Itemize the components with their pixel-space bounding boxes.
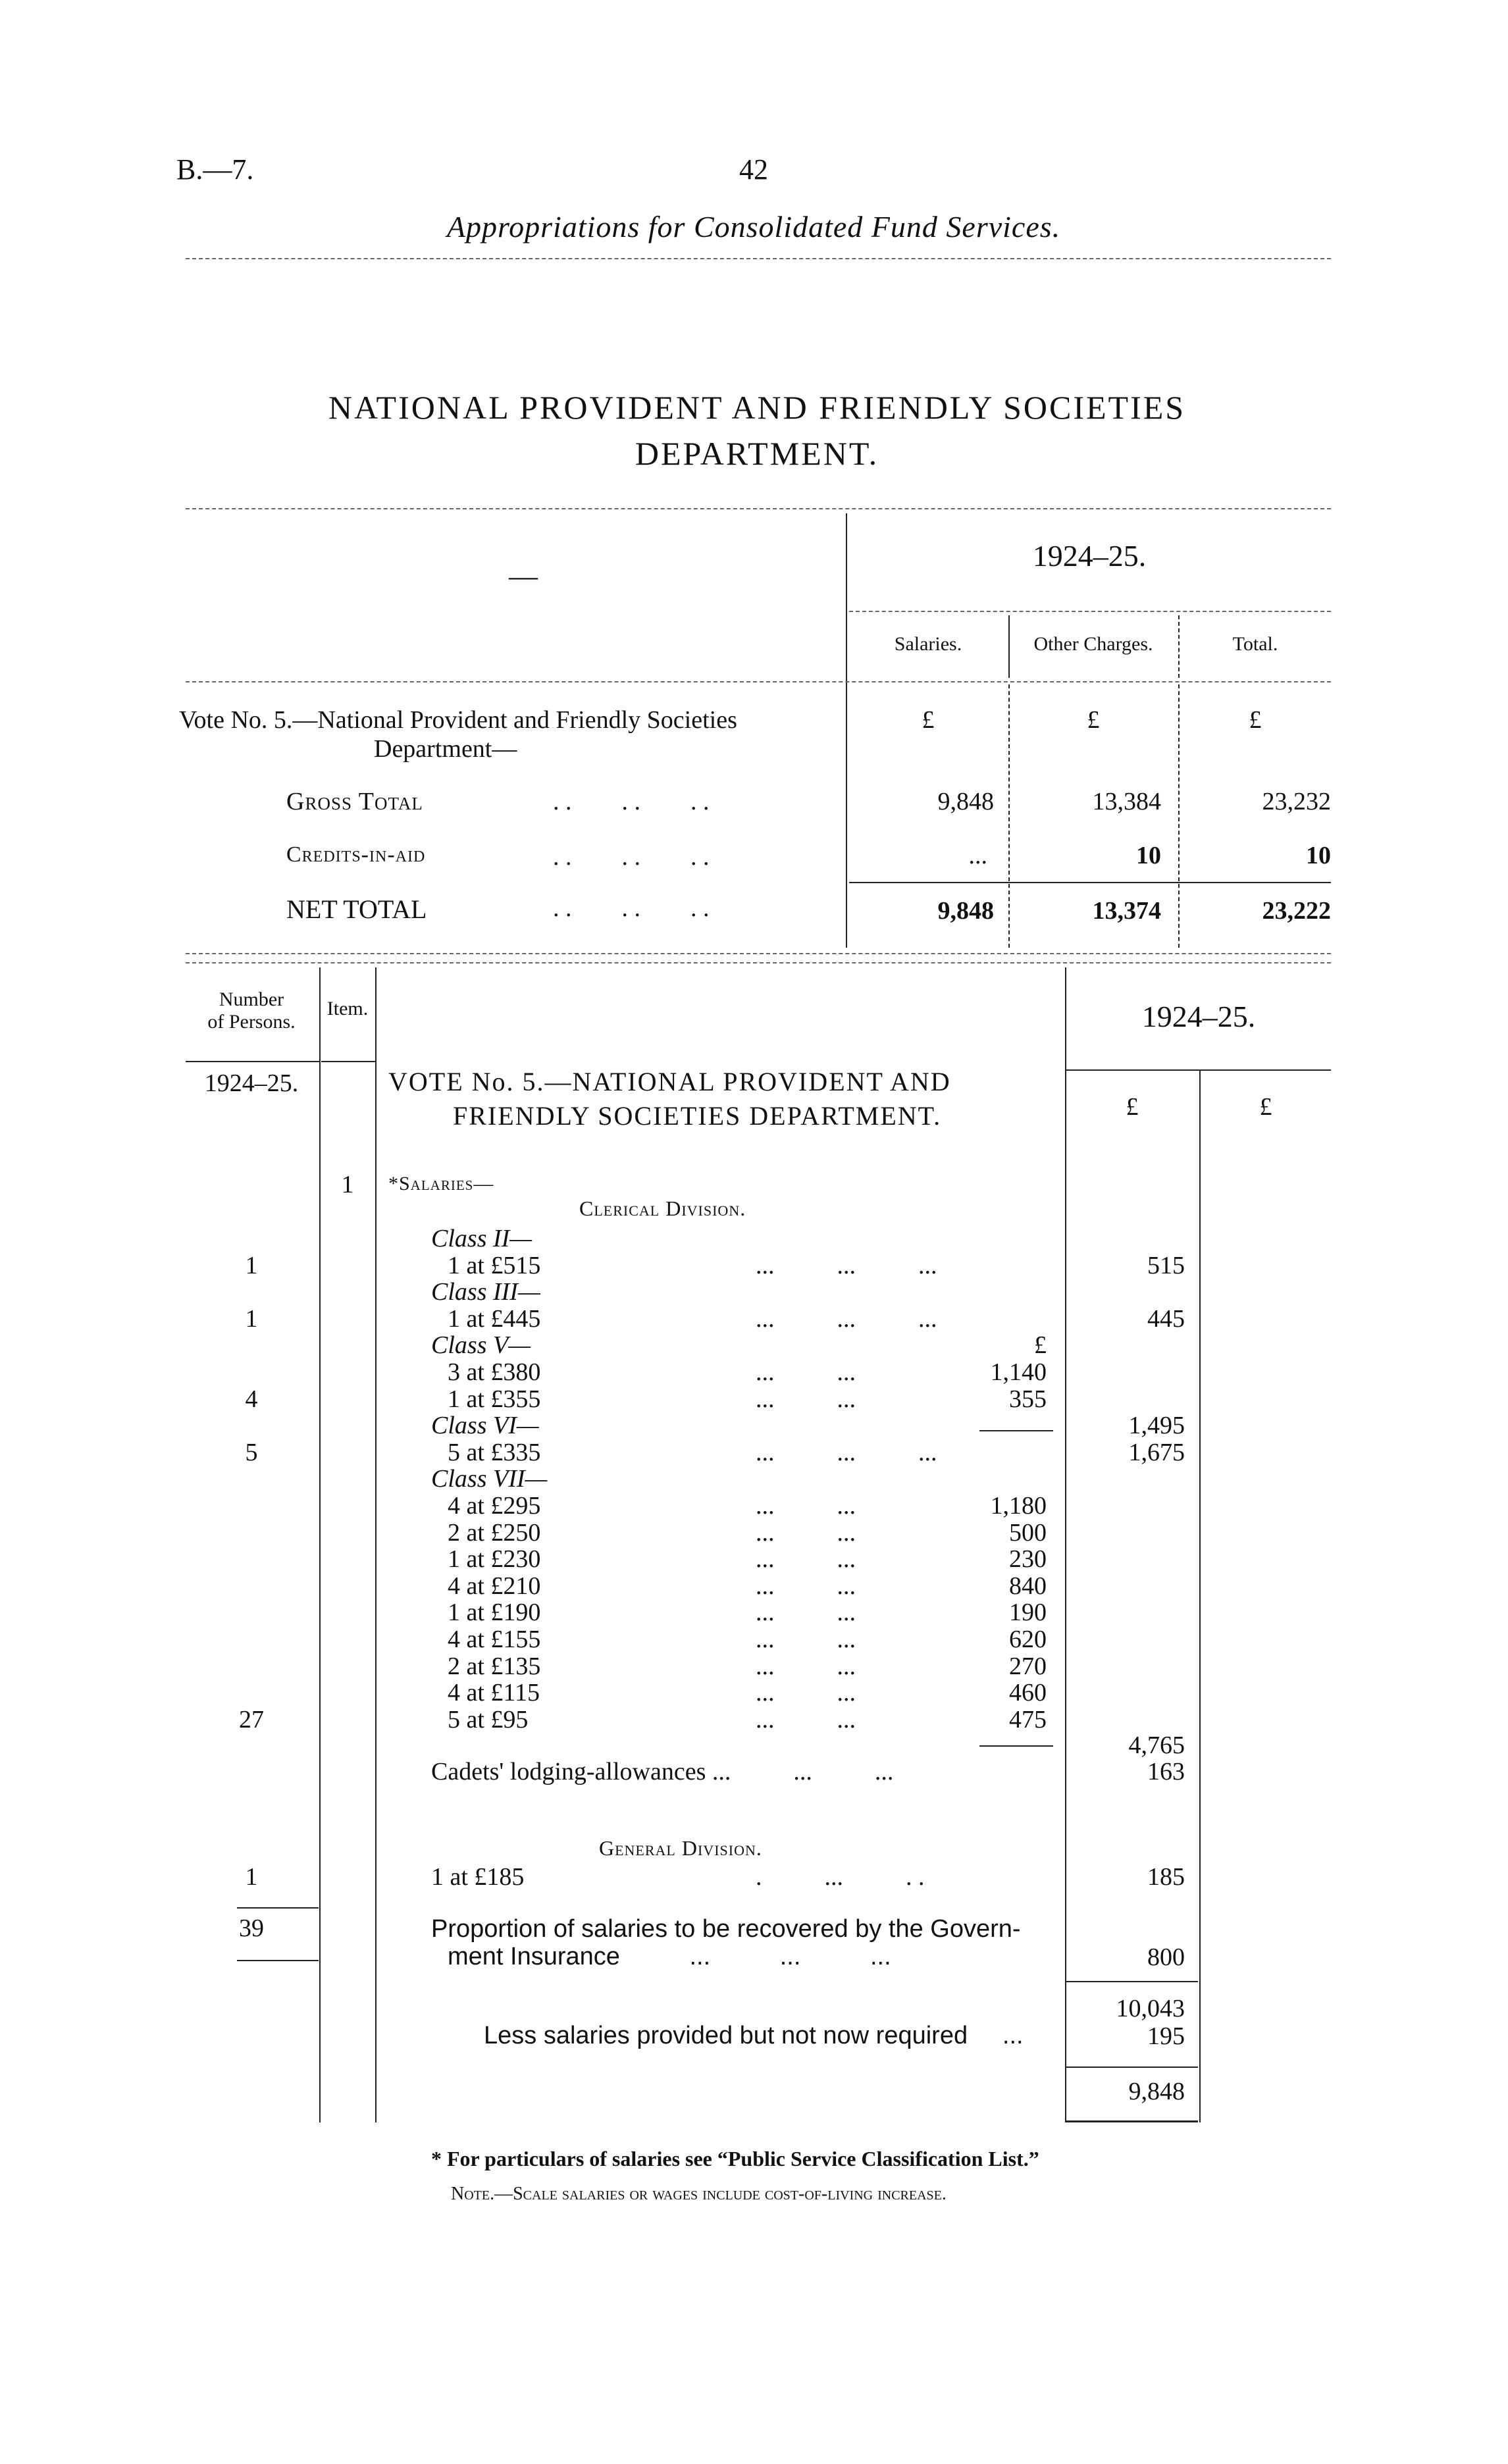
line-persons: 4 [245, 1385, 258, 1413]
line-inner-amount: 1,180 [990, 1492, 1047, 1520]
line-inner-amount: £ [1034, 1331, 1047, 1359]
summary-top-rule [186, 508, 1331, 509]
line-dots: ... ... ... [756, 1439, 937, 1466]
general-division-heading: General Division. [599, 1836, 762, 1860]
less-salaries-label: Less salaries provided but not now required ... [484, 2022, 1024, 2049]
summary-year: 1924–25. [1032, 539, 1147, 573]
net-total-other: 13,374 [1092, 897, 1161, 925]
net-rule-top [1066, 2066, 1198, 2068]
salary-line: 1 at £355 [448, 1385, 541, 1413]
line-persons: 1 [245, 1305, 258, 1333]
proportion-line1: Proportion of salaries to be recovered by the Govern- [431, 1915, 1021, 1943]
detail-col-line-2 [375, 967, 377, 2122]
general-dots: . ... . . [756, 1863, 925, 1891]
subtotal-value: 10,043 [1116, 1995, 1185, 2022]
salary-line: 4 at £210 [448, 1572, 541, 1600]
net-value: 9,848 [1128, 2078, 1185, 2105]
page-subtitle: Appropriations for Consolidated Fund Services. [446, 210, 1061, 244]
salary-line: 1 at £190 [448, 1599, 541, 1626]
net-total-label: NET TOTAL [286, 894, 427, 924]
line-inner-amount: 475 [1009, 1706, 1047, 1733]
line-dots: ... ... [756, 1545, 856, 1573]
salary-line: 3 at £380 [448, 1358, 541, 1386]
detail-col-line-4 [1199, 1069, 1201, 2122]
detail-currency-2: £ [1259, 1093, 1272, 1121]
line-outer-amount: 1,495 [1128, 1412, 1185, 1439]
item-header-rule [321, 1061, 375, 1062]
net-rule-bottom [1066, 2120, 1198, 2122]
summary-header-rule [186, 681, 1331, 682]
salary-line: 5 at £95 [448, 1706, 529, 1733]
line-dots: ... ... [756, 1599, 856, 1626]
class7-total: 4,765 [1128, 1732, 1185, 1759]
gross-total-salaries: 9,848 [937, 788, 994, 815]
line-persons: 5 [245, 1439, 258, 1466]
salary-line: 1 at £445 [448, 1305, 541, 1333]
total-persons: 39 [239, 1914, 264, 1942]
salary-line: 1 at £515 [448, 1252, 541, 1279]
year-header-rule [1066, 1069, 1331, 1071]
line-dots: ... ... [756, 1626, 856, 1653]
class-heading: Class VII— [431, 1465, 548, 1493]
net-total-salaries: 9,848 [937, 897, 994, 925]
class-heading: Class II— [431, 1225, 533, 1252]
credits-in-aid-total: 10 [1306, 842, 1331, 869]
document-ref: B.—7. [176, 153, 254, 186]
gross-total-other: 13,384 [1092, 788, 1161, 815]
cadets-value: 163 [1147, 1758, 1185, 1785]
class-heading: Class V— [431, 1331, 531, 1359]
col-salaries: Salaries. [894, 633, 962, 655]
line-persons: 27 [239, 1706, 264, 1733]
summary-currency-other: £ [1087, 706, 1100, 734]
summary-currency-salaries: £ [922, 706, 935, 734]
line-inner-amount: 190 [1009, 1599, 1047, 1626]
gross-total-dots: . . . . . . [553, 788, 710, 815]
line-dots: ... ... [756, 1358, 856, 1386]
salary-line: 2 at £250 [448, 1519, 541, 1547]
gross-total-label: Gross Total [286, 788, 423, 815]
class5-subtotal-rule [979, 1430, 1053, 1431]
col-other-charges: Other Charges. [1033, 633, 1153, 655]
line-inner-amount: 620 [1009, 1626, 1047, 1653]
line-dots: ... ... [756, 1653, 856, 1680]
line-outer-amount: 445 [1147, 1305, 1185, 1333]
detail-vote-line1: VOTE No. 5.—NATIONAL PROVIDENT AND [388, 1067, 951, 1096]
salary-line: 1 at £230 [448, 1545, 541, 1573]
summary-vote-line2: Department— [374, 735, 517, 763]
col-item: Item. [326, 998, 369, 1019]
line-dots: ... ... [756, 1572, 856, 1600]
footnote-note: Note.—Scale salaries or wages include cost-of-living increase. [451, 2184, 947, 2204]
less-salaries-value: 195 [1147, 2022, 1185, 2050]
detail-col-line-1 [319, 967, 321, 2122]
line-dots: ... ... [756, 1706, 856, 1733]
summary-year-rule [849, 611, 1331, 612]
summary-vote-line1: Vote No. 5.—National Provident and Friendly Societies [179, 706, 737, 734]
line-inner-amount: 840 [1009, 1572, 1047, 1600]
line-dots: ... ... [756, 1519, 856, 1547]
credits-in-aid-other: 10 [1136, 842, 1161, 869]
general-line: 1 at £185 [431, 1863, 525, 1891]
line-dots: ... ... [756, 1492, 856, 1520]
salary-line: 4 at £155 [448, 1626, 541, 1653]
net-total-dots: . . . . . . [553, 894, 710, 922]
salary-line: 5 at £335 [448, 1439, 541, 1466]
item-number: 1 [341, 1171, 354, 1198]
line-dots: ... ... ... [756, 1252, 937, 1279]
proportion-line2: ment Insurance ... ... ... [448, 1943, 891, 1970]
summary-bottom-rule [186, 953, 1331, 954]
cadets-label: Cadets' lodging-allowances ... ... ... [431, 1758, 894, 1785]
net-total-rule [849, 882, 1331, 883]
line-inner-amount: 230 [1009, 1545, 1047, 1573]
detail-year: 1924–25. [1141, 1000, 1256, 1033]
salaries-heading: *Salaries— [388, 1173, 494, 1194]
proportion-value: 800 [1147, 1943, 1185, 1971]
salary-line: 4 at £295 [448, 1492, 541, 1520]
line-inner-amount: 460 [1009, 1679, 1047, 1707]
credits-in-aid-label: Credits-in-aid [286, 842, 426, 867]
footnote-star: * For particulars of salaries see “Public Service Classification List.” [431, 2147, 1039, 2170]
line-inner-amount: 355 [1009, 1385, 1047, 1413]
col-total: Total. [1232, 633, 1278, 655]
detail-top-rule [186, 962, 1331, 963]
summary-divider [846, 513, 847, 948]
salary-line: 2 at £135 [448, 1653, 541, 1680]
department-title-line2: DEPARTMENT. [635, 435, 879, 472]
salary-line: 4 at £115 [448, 1679, 540, 1707]
persons-year: 1924–25. [204, 1069, 299, 1097]
line-inner-amount: 1,140 [990, 1358, 1047, 1386]
clerical-division-heading: Clerical Division. [579, 1196, 746, 1220]
line-outer-amount: 515 [1147, 1252, 1185, 1279]
detail-vote-line2: FRIENDLY SOCIETIES DEPARTMENT. [453, 1101, 942, 1131]
line-dots: ... ... [756, 1679, 856, 1707]
credits-in-aid-dots: . . . . . . [553, 843, 710, 871]
line-inner-amount: 500 [1009, 1519, 1047, 1547]
class-heading: Class VI— [431, 1412, 539, 1439]
line-persons: 1 [245, 1252, 258, 1279]
detail-currency-1: £ [1126, 1093, 1139, 1121]
general-value: 185 [1147, 1863, 1185, 1891]
line-dots: ... ... ... [756, 1305, 937, 1333]
line-inner-amount: 270 [1009, 1653, 1047, 1680]
class-heading: Class III— [431, 1278, 540, 1306]
department-title-line1: NATIONAL PROVIDENT AND FRIENDLY SOCIETIES [328, 389, 1186, 426]
line-dots: ... ... [756, 1385, 856, 1413]
col-persons-line2: of Persons. [207, 1011, 296, 1033]
col-persons-line1: Number [219, 988, 284, 1010]
persons-total-rule-top [237, 1907, 319, 1909]
line-outer-amount: 1,675 [1128, 1439, 1185, 1466]
page-number: 42 [739, 153, 768, 186]
gross-total-total: 23,232 [1262, 788, 1331, 815]
summary-currency-total: £ [1249, 706, 1262, 734]
header-rule [186, 258, 1331, 259]
general-persons: 1 [245, 1863, 258, 1891]
summary-dash: — [509, 560, 538, 592]
class7-subtotal-rule [979, 1745, 1053, 1747]
persons-total-rule-bottom [237, 1960, 319, 1961]
net-total-total: 23,222 [1262, 897, 1331, 925]
persons-header-rule [186, 1061, 320, 1062]
subtotal-rule [1066, 1981, 1198, 1982]
credits-in-aid-salaries: ... [968, 842, 987, 869]
